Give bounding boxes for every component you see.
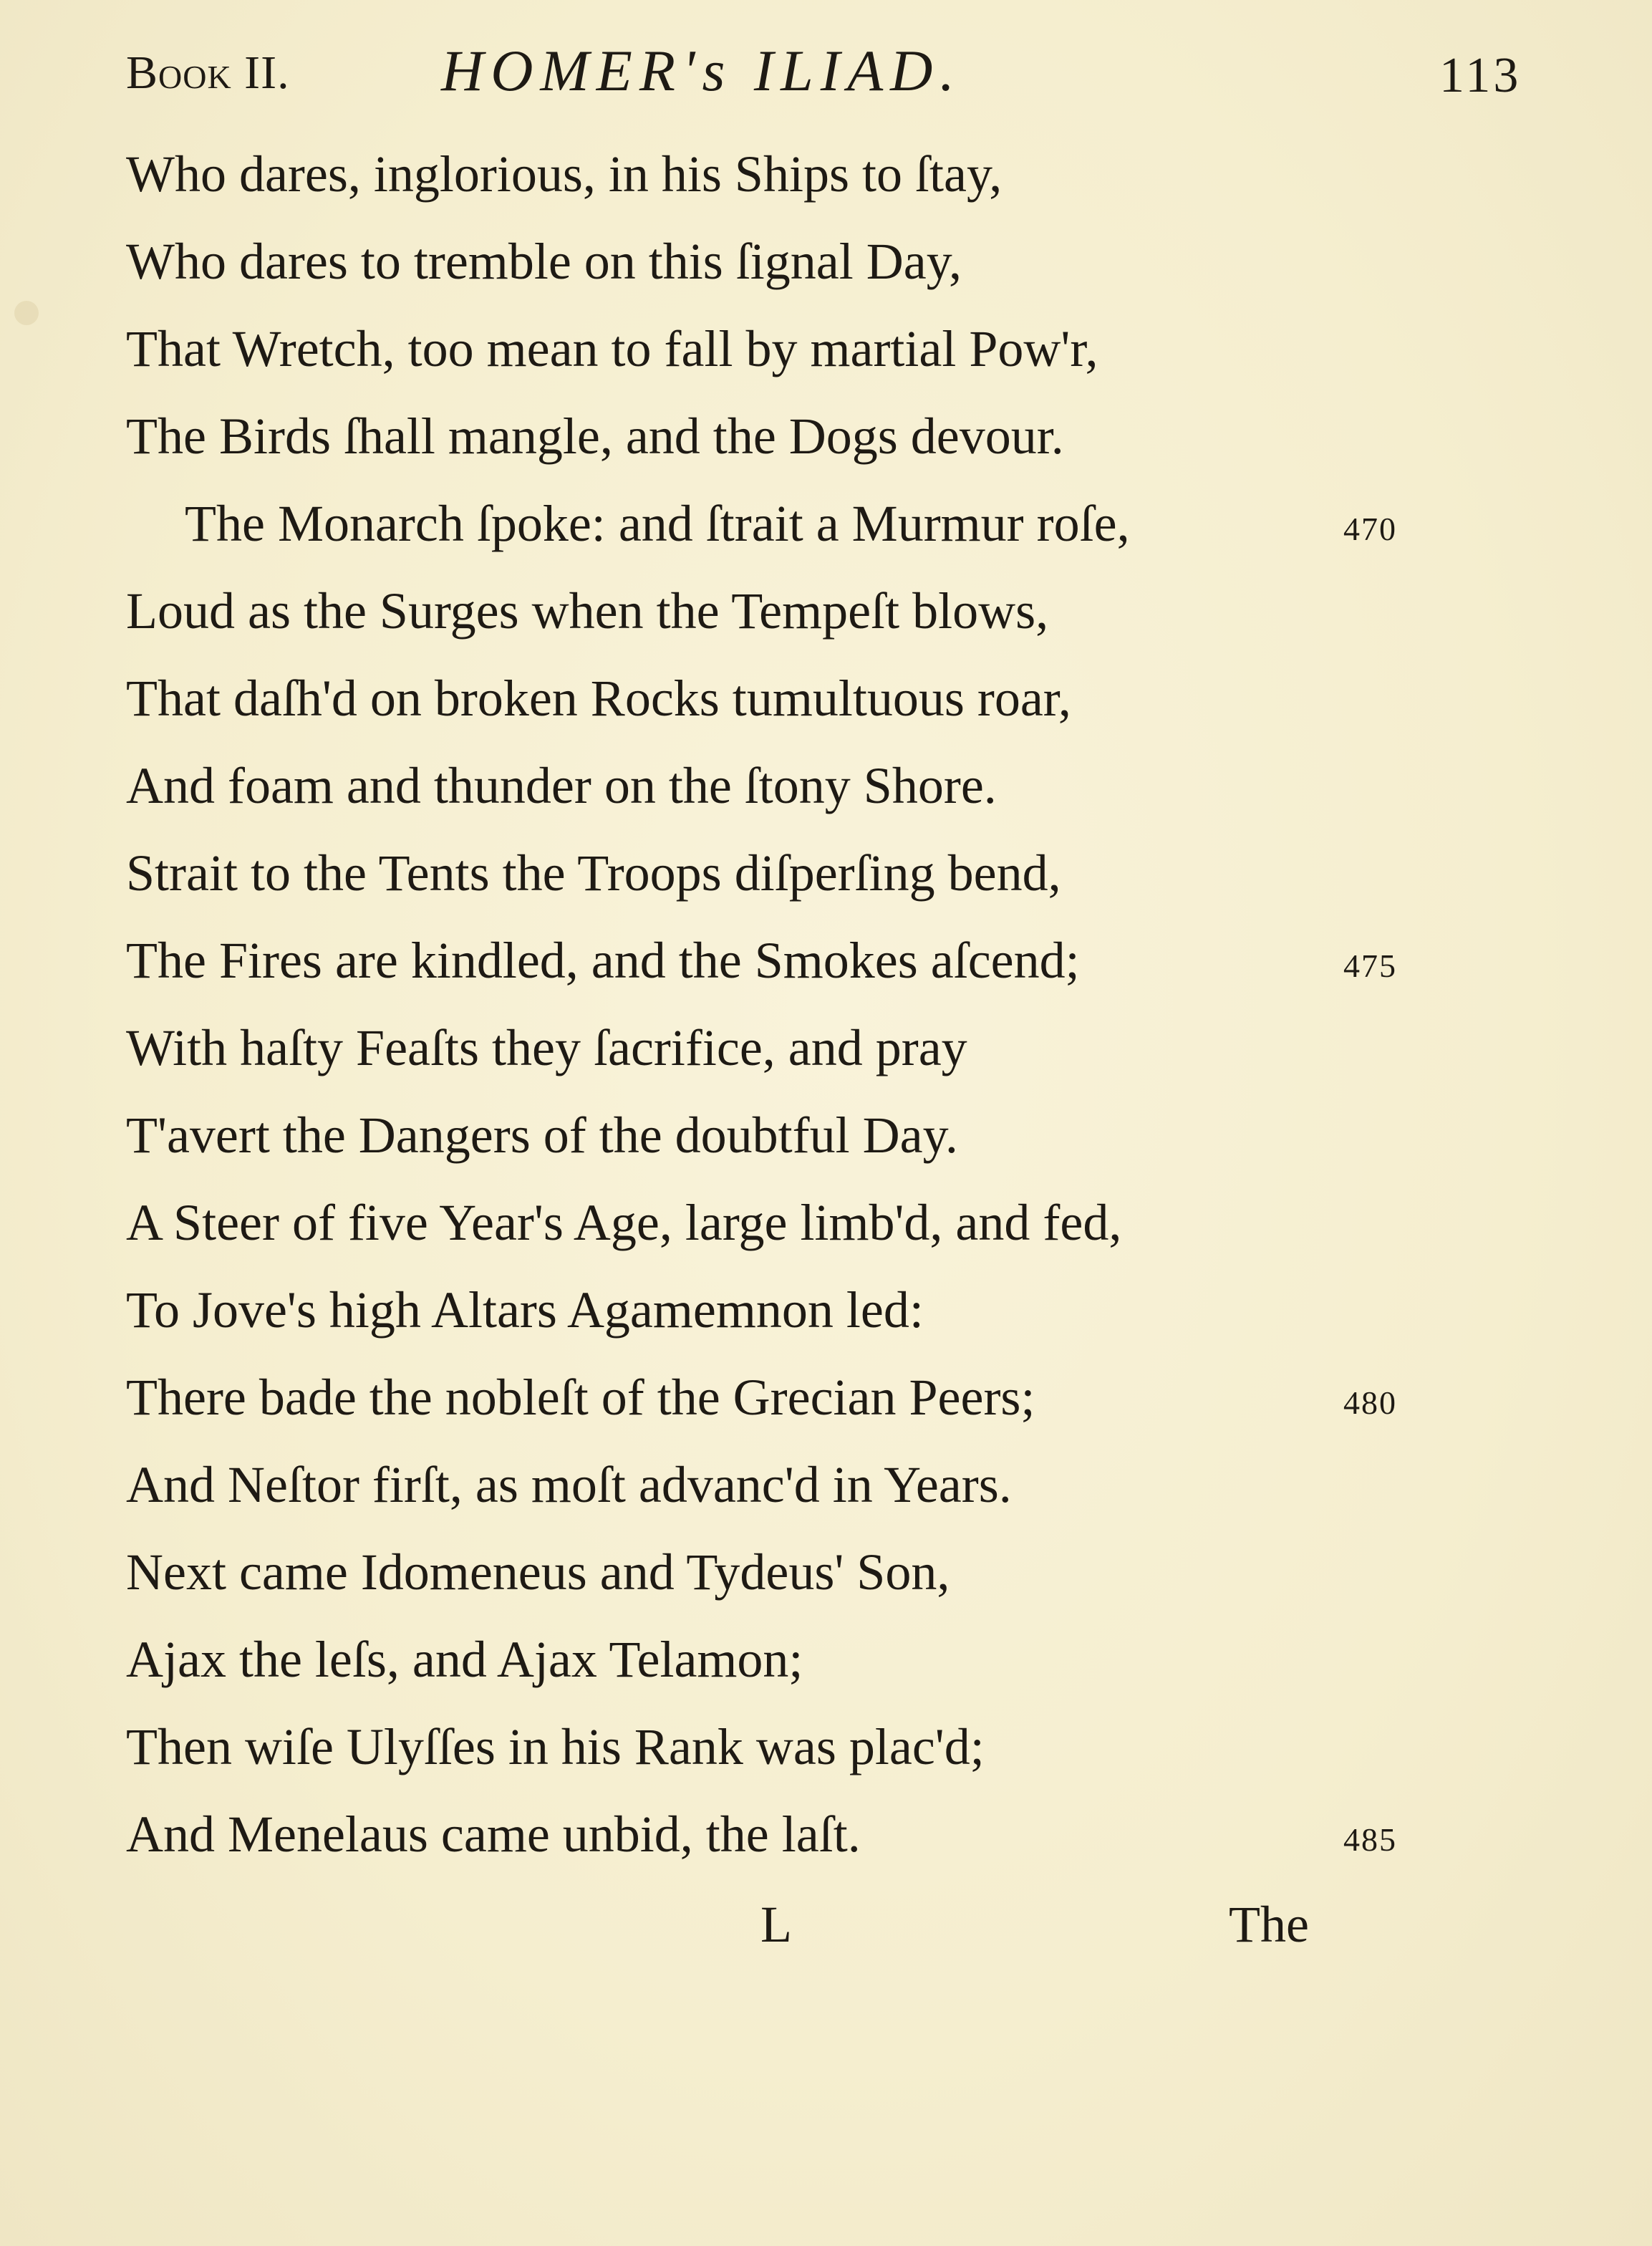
verse-line-text: Ajax the leſs, and Ajax Telamon; (126, 1631, 803, 1688)
line-number: 470 (1343, 511, 1397, 547)
verse-line-text: The Birds ſhall mangle, and the Dogs devour. (126, 408, 1064, 465)
verse-line-text: A Steer of five Year's Age, large limb'd, and fed, (126, 1194, 1122, 1251)
verse-line-text: Who dares, inglorious, in his Ships to ſtay, (126, 145, 1003, 203)
verse-line (0, 1187, 1652, 1275)
verse-line-text: Strait to the Tents the Troops diſperſing bend, (126, 844, 1061, 902)
verse-line-text: There bade the nobleſt of the Grecian Peers; (126, 1369, 1035, 1426)
running-title: HOMER's ILIAD. (441, 38, 962, 103)
verse-line (0, 1275, 1652, 1362)
page-footer (0, 1895, 1652, 1974)
verse-line-text: And Neſtor firſt, as moſt advanc'd in Years. (126, 1456, 1012, 1513)
line-number: 480 (1343, 1384, 1397, 1421)
verse-line-text: The Fires are kindled, and the Smokes aſcend; (126, 932, 1080, 989)
page-number: 113 (1439, 48, 1522, 103)
verse-line-text: To Jove's high Altars Agamemnon led: (126, 1281, 924, 1339)
verse-line (0, 139, 1652, 226)
verse-line-text: T'avert the Dangers of the doubtful Day. (126, 1107, 958, 1164)
line-number: 485 (1343, 1821, 1397, 1858)
catchword: The (1229, 1896, 1309, 1953)
verse-line-text: The Monarch ſpoke: and ſtrait a Murmur roſe, (185, 495, 1130, 552)
verse-line-text: That daſh'd on broken Rocks tumultuous roar, (126, 670, 1071, 727)
verse-line-text: Then wiſe Ulyſſes in his Rank was plac'd; (126, 1718, 985, 1775)
verse-line (0, 1450, 1652, 1537)
line-number: 475 (1343, 948, 1397, 984)
verse-line-text: Who dares to tremble on this ſignal Day, (126, 233, 962, 290)
verse-line (0, 1537, 1652, 1624)
running-header (0, 29, 1652, 107)
verse-line-text: That Wretch, too mean to fall by martial Pow'r, (126, 320, 1098, 377)
verse-line (0, 314, 1652, 401)
verse-line (0, 1799, 1652, 1886)
verse-line (0, 925, 1652, 1013)
verse-line (0, 488, 1652, 576)
verse-line (0, 838, 1652, 925)
verse-line (0, 663, 1652, 751)
verse-line-text: Next came Idomeneus and Tydeus' Son, (126, 1543, 950, 1601)
verse-line-text: With haſty Feaſts they ſacrifice, and pray (126, 1019, 967, 1076)
verse-line (0, 1624, 1652, 1712)
verse-line (0, 576, 1652, 663)
verse-line-text: Loud as the Surges when the Tempeſt blows, (126, 582, 1049, 640)
verse-line (0, 751, 1652, 838)
verse-block (0, 139, 1652, 1886)
verse-line (0, 1013, 1652, 1100)
verse-line (0, 1100, 1652, 1187)
verse-line (0, 226, 1652, 314)
verse-line-text: And foam and thunder on the ſtony Shore. (126, 757, 997, 814)
verse-line (0, 401, 1652, 488)
signature-mark: L (760, 1896, 792, 1953)
verse-line-text: And Menelaus came unbid, the laſt. (126, 1806, 861, 1863)
verse-line (0, 1712, 1652, 1799)
verse-line (0, 1362, 1652, 1450)
book-label: Book II. (126, 47, 290, 99)
